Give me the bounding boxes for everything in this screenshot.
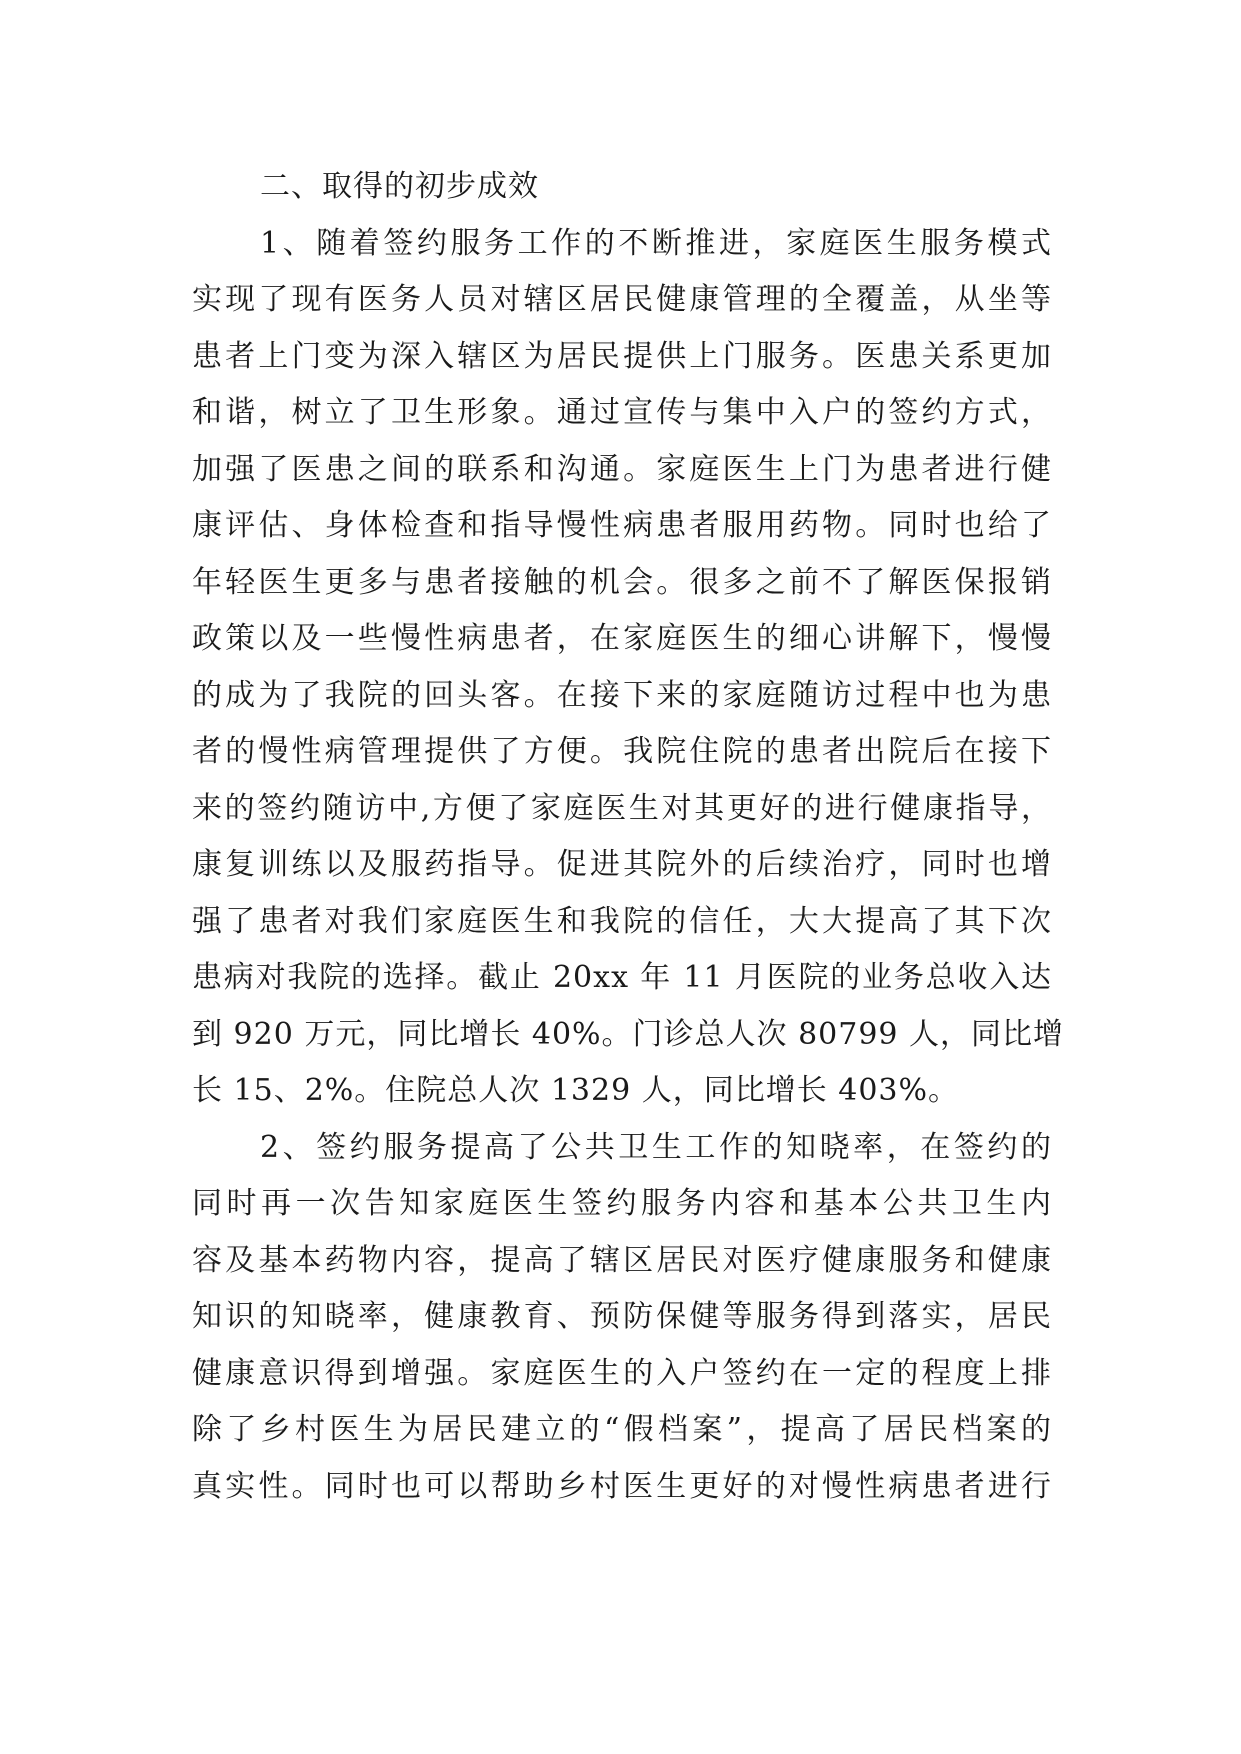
paragraph-1-line: 的成为了我院的回头客。在接下来的家庭随访过程中也为患: [192, 677, 1052, 713]
paragraph-2-line: 除了乡村医生为居民建立的“假档案”，提高了居民档案的: [192, 1412, 1052, 1447]
paragraph-2-line: 容及基本药物内容，提高了辖区居民对医疗健康服务和健康: [192, 1242, 1052, 1278]
paragraph-1-line: 者的慢性病管理提供了方便。我院住院的患者出院后在接下: [192, 734, 1052, 769]
section-heading: 二、取得的初步成效: [260, 169, 539, 204]
paragraph-1-line: 加强了医患之间的联系和沟通。家庭医生上门为患者进行健: [192, 451, 1052, 487]
paragraph-2-line: 健康意识得到增强。家庭医生的入户签约在一定的程度上排: [192, 1355, 1052, 1391]
paragraph-1-line: 患病对我院的选择。截止 20xx 年 11 月医院的业务总收入达: [192, 960, 1052, 995]
paragraph-2-line: 同时再一次告知家庭医生签约服务内容和基本公共卫生内: [192, 1186, 1052, 1221]
paragraph-1-line: 实现了现有医务人员对辖区居民健康管理的全覆盖，从坐等: [192, 282, 1052, 317]
paragraph-2: [192, 1120, 1052, 1516]
paragraph-1-line: 强了患者对我们家庭医生和我院的信任，大大提高了其下次: [192, 903, 1052, 939]
paragraph-1-line: 年轻医生更多与患者接触的机会。很多之前不了解医保报销: [192, 564, 1052, 600]
paragraph-1-line: 政策以及一些慢性病患者，在家庭医生的细心讲解下，慢慢: [192, 621, 1052, 656]
paragraph-1-line: 康评估、身体检查和指导慢性病患者服用药物。同时也给了: [192, 508, 1052, 543]
document-body: [192, 159, 1065, 1515]
paragraph-1-line: 和谐，树立了卫生形象。通过宣传与集中入户的签约方式，: [192, 395, 1052, 430]
paragraph-2-line: 真实性。同时也可以帮助乡村医生更好的对慢性病患者进行: [192, 1468, 1052, 1504]
paragraph-1-line: 来的签约随访中,方便了家庭医生对其更好的进行健康指导，: [192, 790, 1052, 826]
paragraph-1-line: 康复训练以及服药指导。促进其院外的后续治疗，同时也增: [192, 847, 1052, 882]
paragraph-1-line: 患者上门变为深入辖区为居民提供上门服务。医患关系更加: [192, 338, 1052, 374]
paragraph-1-line: 1、随着签约服务工作的不断推进，家庭医生服务模式: [260, 225, 1052, 261]
paragraph-1: [192, 216, 1065, 1120]
paragraph-2-line: 知识的知晓率，健康教育、预防保健等服务得到落实，居民: [192, 1299, 1052, 1334]
paragraph-1-line: 长 15、2%。住院总人次 1329 人，同比增长 403%。: [192, 1073, 960, 1108]
paragraph-1-line: 到 920 万元，同比增长 40%。门诊总人次 80799 人，同比增: [192, 1016, 1065, 1052]
paragraph-2-line: 2、签约服务提高了公共卫生工作的知晓率，在签约的: [260, 1129, 1052, 1165]
